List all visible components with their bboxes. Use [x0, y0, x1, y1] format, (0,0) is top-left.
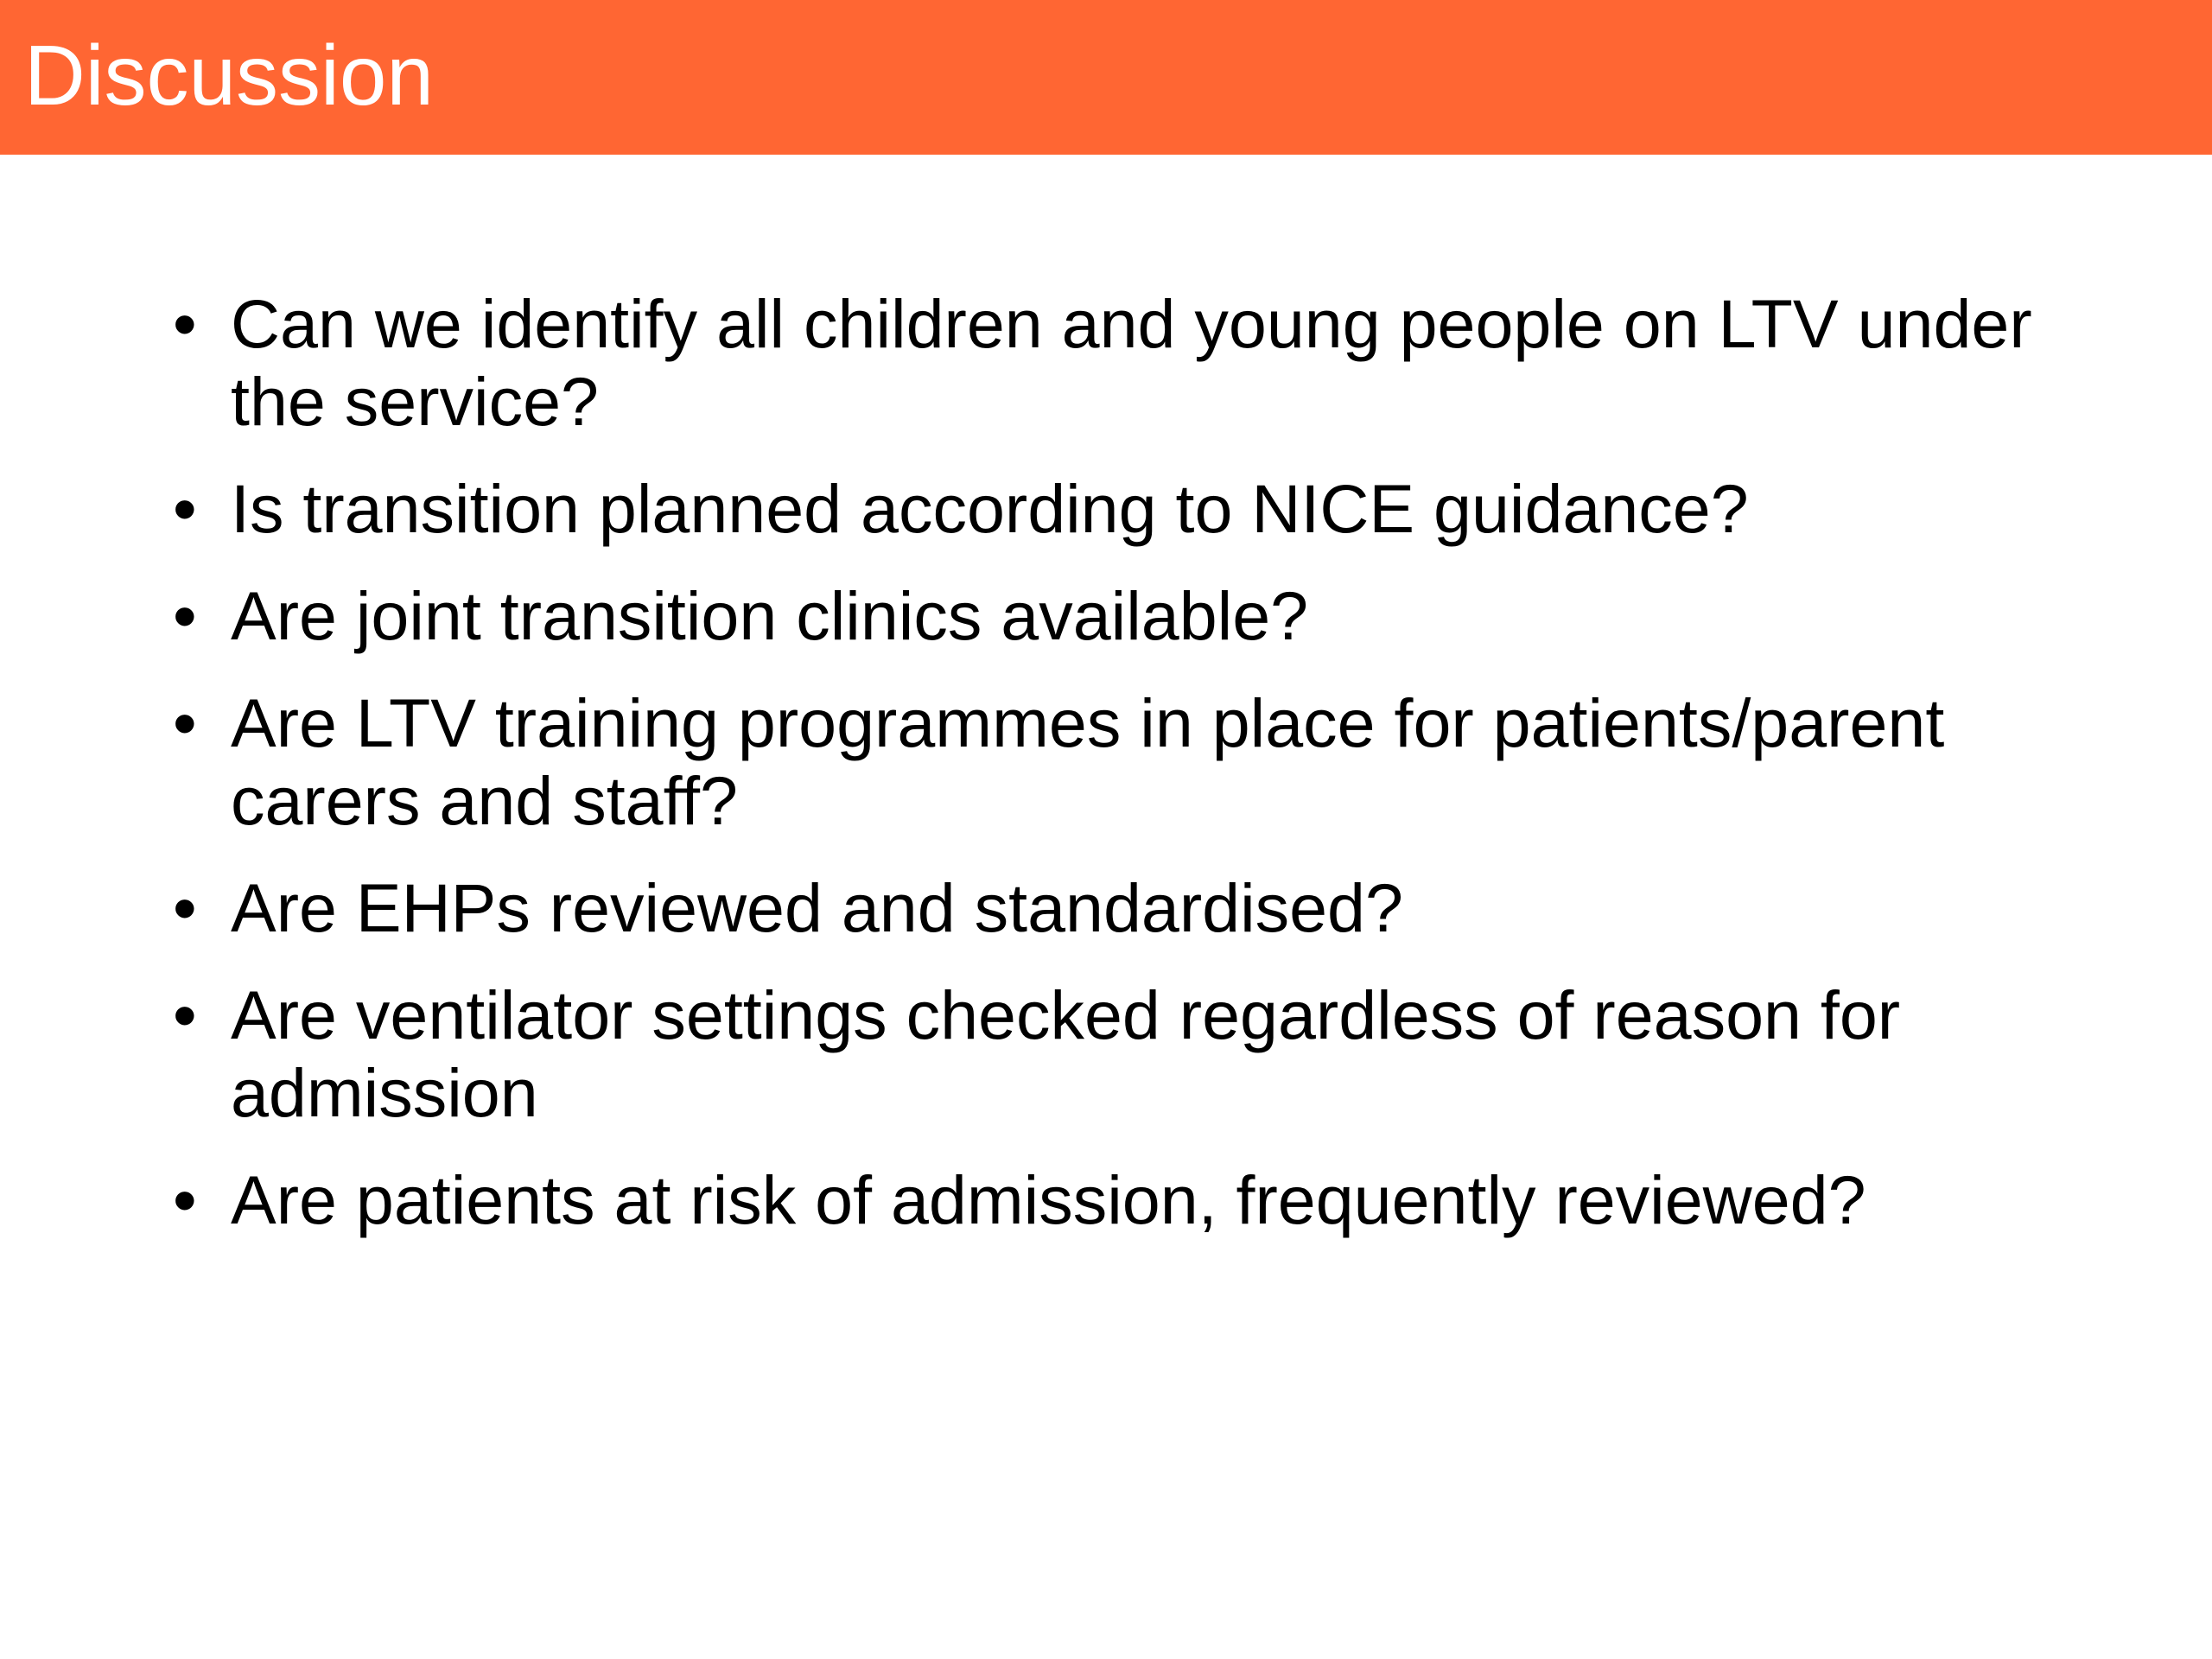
- bullet-text: Are joint transition clinics available?: [231, 577, 1309, 654]
- bullet-text: Is transition planned according to NICE guidance?: [231, 470, 1749, 547]
- bullet-icon: •: [173, 285, 197, 362]
- bullet-text: Are ventilator settings checked regardless of reason for admission: [231, 976, 1901, 1131]
- bullet-text: Can we identify all children and young people on LTV under the service?: [231, 285, 2032, 440]
- bullet-item-3: [173, 577, 2074, 655]
- bullet-item-5: [173, 869, 2074, 947]
- bullet-item-6: [173, 976, 2074, 1132]
- bullet-icon: •: [173, 869, 197, 946]
- bullet-text: Are patients at risk of admission, frequently reviewed?: [231, 1161, 1866, 1238]
- title-bar: [0, 0, 2212, 155]
- bullet-item-1: [173, 285, 2074, 441]
- slide-title: Discussion: [24, 28, 434, 123]
- bullet-icon: •: [173, 1161, 197, 1238]
- bullet-icon: •: [173, 684, 197, 761]
- bullet-item-2: [173, 470, 2074, 548]
- bullet-text: Are LTV training programmes in place for patients/parent carers and staff?: [231, 684, 1945, 839]
- bullet-icon: •: [173, 976, 197, 1053]
- bullet-item-4: [173, 684, 2074, 840]
- bullet-text: Are EHPs reviewed and standardised?: [231, 869, 1403, 946]
- bullet-item-7: [173, 1161, 2074, 1239]
- bullet-icon: •: [173, 577, 197, 654]
- bullet-icon: •: [173, 470, 197, 547]
- bullet-list: [173, 285, 2074, 1268]
